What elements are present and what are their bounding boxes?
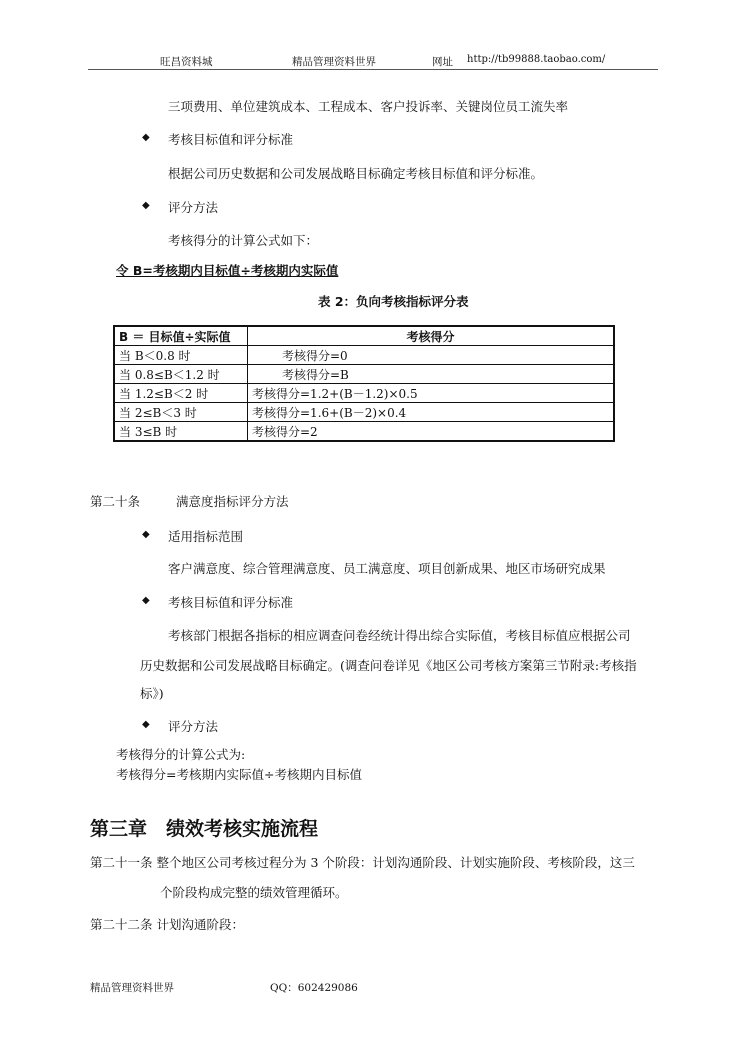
header-brand: 精品管理资料世界 xyxy=(292,56,376,68)
paragraph-line: 标》) xyxy=(140,686,164,701)
header-url-link[interactable]: http://tb99888.taobao.com/ xyxy=(467,54,606,65)
bullet-target-standard-2: 考核目标值和评分标准 xyxy=(168,595,294,610)
article-21-line: 第二十一条 整个地区公司考核过程分为 3 个阶段：计划沟通阶段、计划实施阶段、考核阶段，这三 xyxy=(90,855,635,870)
metrics-line: 三项费用、单位建筑成本、工程成本、客户投诉率、关键岗位员工流失率 xyxy=(168,99,569,114)
article-20-title: 满意度指标评分方法 xyxy=(176,494,289,509)
chapter-3-heading: 第三章 绩效考核实施流程 xyxy=(90,818,319,840)
table-cell-score: 考核得分=0 xyxy=(248,346,615,365)
footer-brand: 精品管理资料世界 xyxy=(90,982,174,994)
header-shop-name: 旺昌资料城 xyxy=(160,56,213,68)
table-cell-score: 考核得分=2 xyxy=(248,422,615,442)
table-header-cell: B ＝ 目标值÷实际值 xyxy=(114,326,248,346)
paragraph-line: 历史数据和公司发展战略目标确定。(调查问卷详见《地区公司考核方案第三节附录:考核指 xyxy=(140,658,637,673)
table-header-cell: 考核得分 xyxy=(248,326,615,346)
table-cell-score: 考核得分=1.6+(B－2)×0.4 xyxy=(248,403,615,422)
table-header-row xyxy=(114,326,614,346)
formula-intro: 考核得分的计算公式如下： xyxy=(168,233,319,248)
footer-qq: QQ：602429086 xyxy=(270,982,358,994)
article-22-line: 第二十二条 计划沟通阶段： xyxy=(90,917,244,932)
table-cell-condition: 当 1.2≤B＜2 时 xyxy=(114,384,248,403)
satisfaction-formula: 考核得分=考核期内实际值÷考核期内目标值 xyxy=(116,767,362,782)
bullet-scoring-method: 评分方法 xyxy=(168,200,219,215)
table-row xyxy=(114,346,614,365)
target-standard-text: 根据公司历史数据和公司发展战略目标确定考核目标值和评分标准。 xyxy=(168,166,544,181)
bullet-target-standard: 考核目标值和评分标准 xyxy=(168,132,294,147)
header-url-label: 网址 xyxy=(432,56,453,68)
scope-text: 客户满意度、综合管理满意度、员工满意度、项目创新成果、地区市场研究成果 xyxy=(168,561,606,576)
bullet-scope: 适用指标范围 xyxy=(168,529,244,544)
article-20-label: 第二十条 xyxy=(90,494,141,509)
diamond-bullet-icon: ◆ xyxy=(142,132,150,143)
table-cell-condition: 当 3≤B 时 xyxy=(114,422,248,442)
article-21-line: 个阶段构成完整的绩效管理循环。 xyxy=(160,885,348,900)
diamond-bullet-icon: ◆ xyxy=(142,200,150,211)
header-divider xyxy=(88,69,658,70)
diamond-bullet-icon: ◆ xyxy=(142,595,150,606)
table-cell-condition: 当 2≤B＜3 时 xyxy=(114,403,248,422)
table-cell-condition: 当 0.8≤B＜1.2 时 xyxy=(114,365,248,384)
table-cell-score: 考核得分=1.2+(B－1.2)×0.5 xyxy=(248,384,615,403)
formula-b-definition: 令 B=考核期内目标值÷考核期内实际值 xyxy=(116,263,339,278)
table-row xyxy=(114,422,614,442)
table-row xyxy=(114,365,614,384)
table-row xyxy=(114,384,614,403)
negative-score-table xyxy=(113,325,615,442)
diamond-bullet-icon: ◆ xyxy=(142,529,150,540)
bullet-scoring-method-2: 评分方法 xyxy=(168,719,219,734)
formula-intro-2: 考核得分的计算公式为: xyxy=(116,747,246,762)
diamond-bullet-icon: ◆ xyxy=(142,719,150,730)
paragraph-line: 考核部门根据各指标的相应调查问卷经统计得出综合实际值，考核目标值应根据公司 xyxy=(168,628,631,643)
table-caption: 表 2：负向考核指标评分表 xyxy=(318,294,469,309)
table-row xyxy=(114,403,614,422)
table-cell-score: 考核得分=B xyxy=(248,365,615,384)
table-cell-condition: 当 B＜0.8 时 xyxy=(114,346,248,365)
